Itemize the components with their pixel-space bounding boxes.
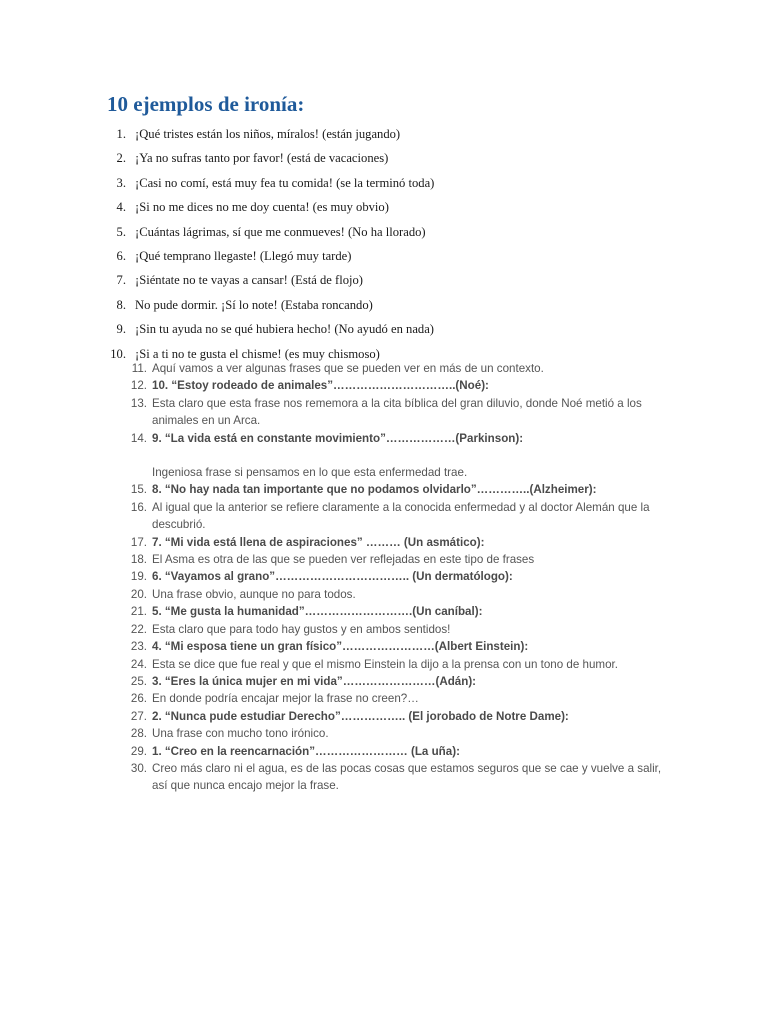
list-item	[0, 656, 768, 673]
list-item-text: Al igual que la anterior se refiere claramente a la conocida enfermedad y al doctor Alemán que la descubrió.	[152, 500, 650, 532]
phrase-explanation	[152, 690, 672, 707]
list-item-number: 14.	[130, 431, 147, 445]
list-item	[0, 270, 768, 294]
list-item	[0, 246, 768, 270]
phrase-explanation	[152, 586, 672, 603]
list-item-text: No pude dormir. ¡Sí lo note! (Estaba roncando)	[135, 297, 373, 312]
list-item-number: 28.	[130, 727, 147, 741]
list-item-number: 23.	[130, 640, 147, 654]
list-item	[0, 638, 768, 655]
list-item	[0, 377, 768, 394]
list-item-text: 2. “Nunca pude estudiar Derecho”…………….. (El jorobado de Notre Dame):	[152, 709, 569, 723]
list-item-text: 8. “No hay nada tan importante que no podamos olvidarlo”…………..(Alzheimer):	[152, 483, 597, 497]
list-item-text: Una frase obvio, aunque no para todos.	[152, 587, 356, 601]
list-item-number: 18.	[130, 553, 147, 567]
phrase-explanation	[152, 656, 672, 673]
phrase-explanation	[152, 760, 672, 795]
list-item-text: En donde podría encajar mejor la frase no creen?…	[152, 692, 419, 706]
list-item	[0, 430, 768, 482]
list-item	[0, 690, 768, 707]
phrase-explanation	[152, 551, 672, 568]
list-item-text: ¡Cuántas lágrimas, sí que me conmueves! (No ha llorado)	[135, 224, 426, 239]
list-item	[0, 760, 768, 795]
list-item-number: 21.	[130, 605, 147, 619]
list-item-number: 25.	[130, 674, 147, 688]
phrase-heading	[152, 568, 672, 585]
list-item	[0, 621, 768, 638]
list-item-number: 1.	[116, 127, 126, 141]
phrase-heading	[152, 603, 672, 620]
list-item	[0, 743, 768, 760]
page-title: 10 ejemplos de ironía:	[107, 92, 305, 116]
list-item-number: 10.	[110, 346, 126, 361]
phrases-list	[0, 360, 768, 795]
phrase-heading	[152, 743, 672, 760]
list-item	[0, 534, 768, 551]
list-item-text: ¡Si a ti no te gusta el chisme! (es muy chismoso)	[135, 346, 380, 361]
list-item-text: Esta se dice que fue real y que el mismo Einstein la dijo a la prensa con un tono de humor.	[152, 657, 618, 671]
list-item-text: El Asma es otra de las que se pueden ver reflejadas en este tipo de frases	[152, 553, 535, 567]
list-item	[0, 295, 768, 319]
list-item-text: 4. “Mi esposa tiene un gran físico”……………………(Albert Einstein):	[152, 640, 529, 654]
list-item-text: Esta claro que para todo hay gustos y en ambos sentidos!	[152, 622, 451, 636]
list-item-number: 20.	[130, 587, 147, 601]
list-item-text: 6. “Vayamos al grano”…………………………….. (Un dermatólogo):	[152, 570, 513, 584]
phrase-heading	[152, 708, 672, 725]
list-item-text: 5. “Me gusta la humanidad”……………………….(Un caníbal):	[152, 605, 483, 619]
list-item-number: 17.	[130, 535, 147, 549]
list-item-number: 30.	[130, 761, 147, 775]
list-item	[0, 725, 768, 742]
list-item-number: 2.	[116, 151, 126, 166]
phrase-heading	[152, 534, 672, 551]
list-item	[0, 673, 768, 690]
list-item	[0, 551, 768, 568]
list-item	[0, 222, 768, 246]
list-item-text: ¡Si no me dices no me doy cuenta! (es muy obvio)	[135, 200, 389, 215]
list-item-number: 16.	[130, 500, 147, 514]
list-item-number: 15.	[130, 483, 147, 497]
phrase-explanation	[152, 499, 672, 534]
list-item-number: 7.	[116, 273, 126, 288]
phrase-explanation	[152, 621, 672, 638]
list-item	[0, 148, 768, 172]
list-item-text: ¡Sin tu ayuda no se qué hubiera hecho! (No ayudó en nada)	[135, 322, 435, 337]
list-item-text: ¡Qué temprano llegaste! (Llegó muy tarde)	[135, 248, 352, 263]
list-item-number: 5.	[116, 224, 126, 239]
list-item	[0, 481, 768, 498]
list-item	[0, 319, 768, 343]
list-item-number: 8.	[116, 297, 126, 312]
list-item-number: 29.	[130, 744, 147, 758]
phrase-explanation	[152, 395, 672, 430]
list-item-text: 9. “La vida está en constante movimiento”………………(Parkinson):	[152, 431, 524, 445]
phrase-heading	[152, 638, 672, 655]
list-item-number: 19.	[130, 570, 147, 584]
list-item-text: ¡Ya no sufras tanto por favor! (está de vacaciones)	[135, 151, 389, 166]
list-item-text: Aquí vamos a ver algunas frases que se pueden ver en más de un contexto.	[152, 362, 544, 375]
list-item	[0, 197, 768, 221]
list-item	[0, 124, 768, 148]
phrase-heading	[152, 673, 672, 690]
list-item-text: Creo más claro ni el agua, es de las pocas cosas que estamos seguros que se cae y vuelve a salir, así que nunca encajo mejor la frase.	[152, 761, 662, 793]
list-item	[0, 360, 768, 377]
list-item-text: 3. “Eres la única mujer en mi vida”……………………(Adán):	[152, 674, 477, 688]
list-item-number: 3.	[116, 175, 126, 190]
list-item	[0, 499, 768, 534]
phrase-explanation	[152, 360, 672, 377]
list-item-text: ¡Qué tristes están los niños, míralos! (están jugando)	[135, 127, 401, 141]
list-item-text: ¡Siéntate no te vayas a cansar! (Está de flojo)	[135, 273, 363, 288]
phrase-heading	[152, 377, 672, 394]
list-item	[0, 603, 768, 620]
list-item-number: 6.	[116, 248, 126, 263]
list-item-number: 11.	[131, 362, 147, 375]
list-item-number: 22.	[130, 622, 147, 636]
list-item-text: 1. “Creo en la reencarnación”…………………… (La uña):	[152, 744, 460, 758]
irony-examples-list	[0, 124, 768, 368]
phrase-explanation: Ingeniosa frase si pensamos en lo que esta enfermedad trae.	[152, 466, 468, 480]
list-item-number: 24.	[130, 657, 147, 671]
list-item-text: ¡Casi no comí, está muy fea tu comida! (se la terminó toda)	[135, 175, 435, 190]
list-item	[0, 708, 768, 725]
list-item-text: 10. “Estoy rodeado de animales”…………………………..(Noé):	[152, 379, 489, 393]
phrase-heading	[152, 430, 672, 482]
list-item-number: 27.	[130, 709, 147, 723]
list-item-text: Esta claro que esta frase nos rememora a la cita bíblica del gran diluvio, donde Noé metió a los animales en un Arca.	[152, 396, 642, 428]
list-item-number: 4.	[116, 200, 126, 215]
list-item-number: 9.	[116, 322, 126, 337]
list-item	[0, 568, 768, 585]
list-item	[0, 586, 768, 603]
list-item-number: 12.	[130, 379, 147, 393]
list-item-text: Una frase con mucho tono irónico.	[152, 727, 329, 741]
list-item-number: 13.	[130, 396, 147, 410]
list-item	[0, 395, 768, 430]
list-item-number: 26.	[130, 692, 147, 706]
list-item	[0, 173, 768, 197]
phrase-heading	[152, 481, 672, 498]
list-item-text: 7. “Mi vida está llena de aspiraciones” ……… (Un asmático):	[152, 535, 485, 549]
phrase-explanation	[152, 725, 672, 742]
